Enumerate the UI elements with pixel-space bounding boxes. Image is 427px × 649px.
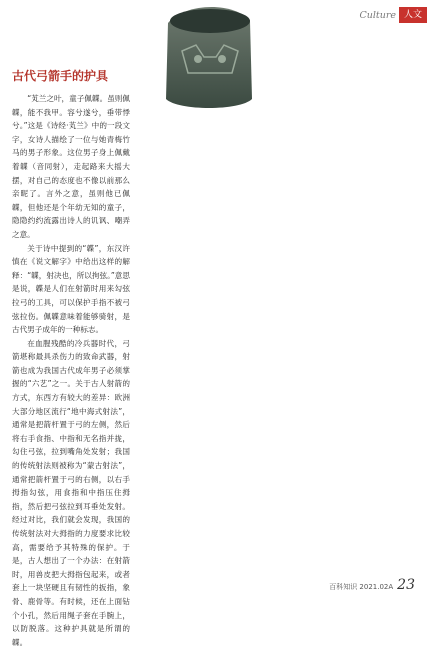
section-title-archer-gear: 古代弓箭手的护具	[12, 69, 109, 83]
fuhao-jade-thumb-ring-image	[144, 0, 272, 115]
photo-fuhao-jade	[144, 0, 272, 115]
column-2	[144, 40, 272, 115]
paragraph: “芄兰之叶，童子佩韘。虽则佩韘，能不我甲。容兮遂兮，垂带悸兮。”这是《诗经·芄兰》中的一段文字，女诗人描绘了一位与她青梅竹马的男子形象。这位男子身上佩戴着韘（音同射），走起路来大摇大摆，对自己的态度也不像以前那么亲昵了。言外之意，虽则他已佩韘，但他还是个年幼无知的童子，隐隐约约流露出诗人的讥讽、嘲弄之意。	[12, 94, 130, 239]
category-en: Culture	[359, 9, 396, 21]
magazine-issue: 百科知识 2021.02A	[329, 583, 394, 591]
category-cn-badge: 人文	[399, 7, 427, 23]
page-number: 23	[397, 577, 415, 593]
page-header	[359, 6, 427, 24]
column-1	[12, 40, 130, 647]
paragraph: 关于诗中提到的“韘”，东汉许慎在《说文解字》中给出这样的解释：“韘，射决也，所以拘弦。”意思是说，韘是人们在射箭时用来勾弦拉弓的工具，可以保护手指不被弓弦拉伤。佩韘意味着能够骑射，是古代男子成年的一种标志。	[12, 243, 130, 335]
paragraph: 在血腥残酷的冷兵器时代，弓箭堪称最具杀伤力的致命武器，射箭也成为我国古代成年男子必须掌握的“六艺”之一。关于古人射箭的方式，东西方有较大的差异：欧洲大部分地区流行“地中海式射法”，通常是把箭杆置于弓的左侧，然后将右手食指、中指和无名指并拢，勾住弓弦，拉到嘴角处发射；我国的传统射法则被称为“蒙古射法”，通常把箭杆置于弓的右侧，以右手拇指勾弦，用食指和中指压住拇指，然后把弓弦拉到耳垂处发射。经过对比，我们就会发现，我国的传统射法对大拇指的力度要求比较高，需要给予其特殊的保护。于是，古人想出了一个办法：在射箭时，用兽皮把大拇指包起来，或者套上一块坚硬且有韧性的扳指，象骨、鹿骨等。有时候，还在上面钻个小孔，然后用绳子套在手腕上，以防脱落。这种护具就是所谓的韘。	[12, 338, 130, 647]
page-footer	[329, 577, 415, 593]
